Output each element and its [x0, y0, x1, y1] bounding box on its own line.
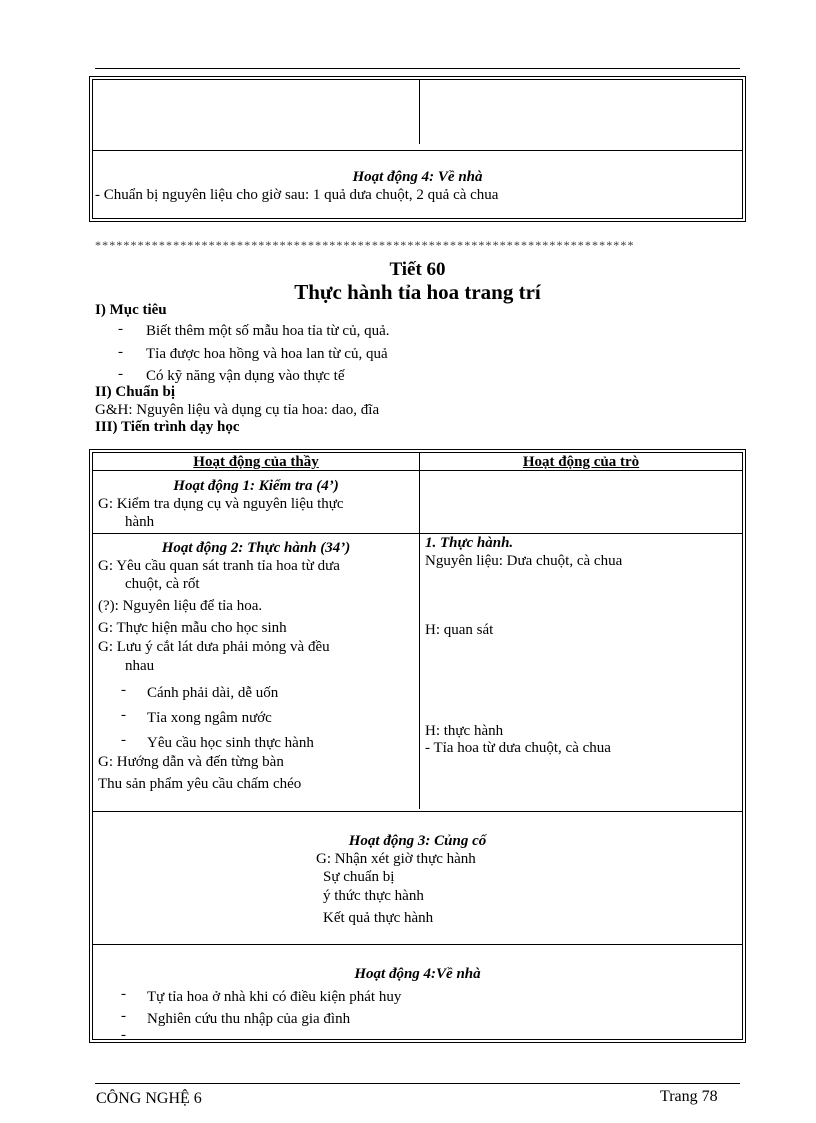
- objectives-heading: I) Mục tiêu: [95, 302, 167, 318]
- top-activity4-text: - Chuẩn bị nguyên liệu cho giờ sau: 1 quả dưa chuột, 2 quả cà chua: [95, 187, 499, 203]
- bullet-icon: -: [121, 707, 126, 723]
- dash-icon: -: [118, 344, 123, 360]
- teacher-bullet: Yêu cầu học sinh thực hành: [147, 735, 314, 751]
- top-table-divider: [419, 80, 420, 144]
- process-heading: III) Tiến trình dạy học: [95, 419, 240, 435]
- activity3-line: ý thức thực hành: [323, 888, 424, 904]
- activity2-title: Hoạt động 2: Thực hành (34’): [161, 540, 351, 556]
- lesson-table: [89, 449, 746, 1043]
- bullet-icon: -: [121, 986, 126, 1002]
- teacher-step: G: Yêu cầu quan sát tranh tỉa hoa từ dưa: [98, 558, 340, 574]
- dash-icon: -: [118, 366, 123, 382]
- preparation-text: G&H: Nguyên liệu và dụng cụ tỉa hoa: dao, đĩa: [95, 402, 380, 418]
- activity3-line: G: Nhận xét giờ thực hành: [316, 851, 476, 867]
- activity3-line: Kết quả thực hành: [323, 910, 434, 926]
- activity3-title: Hoạt động 3: Củng cố: [348, 833, 487, 849]
- activity1-line: hành: [125, 514, 155, 530]
- teacher-step: chuột, cà rốt: [125, 576, 200, 592]
- row1-separator: [93, 533, 742, 534]
- star-separator: ****************************************************************************: [95, 238, 635, 252]
- teacher-step: G: Thực hiện mẫu cho học sinh: [98, 620, 287, 636]
- objective-item: Có kỹ năng vận dụng vào thực tế: [146, 368, 345, 384]
- teacher-step: (?): Nguyên liệu để tỉa hoa.: [98, 598, 263, 614]
- teacher-step: Thu sản phẩm yêu cầu chấm chéo: [98, 776, 302, 792]
- objective-item: Tỉa được hoa hồng và hoa lan từ củ, quả: [146, 346, 388, 362]
- teacher-step: G: Lưu ý cắt lát dưa phải mỏng và đều: [98, 639, 330, 655]
- top-activity4-title: Hoạt động 4: Về nhà: [352, 169, 483, 185]
- bullet-icon: -: [121, 1008, 126, 1024]
- column-divider: [419, 453, 420, 809]
- student-step: H: thực hành: [425, 723, 504, 739]
- top-table: [89, 76, 746, 222]
- lesson-number: Tiết 60: [389, 259, 446, 280]
- homework-item: Nghiên cứu thu nhập của gia đình: [147, 1011, 351, 1027]
- bullet-icon: -: [121, 732, 126, 748]
- column-header-student: Hoạt động của trò: [522, 454, 640, 470]
- preparation-heading: II) Chuẩn bị: [95, 384, 176, 400]
- activity3-line: Sự chuẩn bị: [323, 869, 395, 885]
- bullet-icon: -: [121, 1027, 126, 1043]
- teacher-step: G: Hướng dẫn và đến từng bàn: [98, 754, 284, 770]
- footer-rule: [95, 1083, 740, 1084]
- homework-item: Tự tỉa hoa ở nhà khi có điều kiện phát huy: [147, 989, 402, 1005]
- bullet-icon: -: [121, 682, 126, 698]
- activity1-title: Hoạt động 1: Kiểm tra (4’): [173, 478, 339, 494]
- top-table-row-separator: [93, 150, 742, 151]
- teacher-bullet: Tỉa xong ngâm nước: [147, 710, 272, 726]
- student-step: Nguyên liệu: Dưa chuột, cà chua: [425, 553, 623, 569]
- dash-icon: -: [118, 321, 123, 337]
- row2-separator: [93, 811, 742, 812]
- teacher-bullet: Cánh phải dài, dễ uốn: [147, 685, 279, 701]
- column-header-teacher: Hoạt động của thầy: [193, 454, 319, 470]
- student-step: H: quan sát: [425, 622, 494, 638]
- student-practice-title: 1. Thực hành.: [425, 535, 514, 551]
- row3-separator: [93, 944, 742, 945]
- teacher-step: nhau: [125, 658, 155, 674]
- footer-page-number: Trang 78: [660, 1088, 718, 1105]
- header-rule: [95, 68, 740, 69]
- activity4-title: Hoạt động 4:Về nhà: [354, 966, 481, 982]
- footer-subject: CÔNG NGHỆ 6: [96, 1090, 202, 1107]
- objective-item: Biết thêm một số mẫu hoa tỉa từ củ, quả.: [146, 323, 390, 339]
- student-step: - Tỉa hoa từ dưa chuột, cà chua: [425, 740, 611, 756]
- lesson-title: Thực hành tỉa hoa trang trí: [294, 280, 541, 304]
- activity1-line: G: Kiểm tra dụng cụ và nguyên liệu thực: [98, 496, 344, 512]
